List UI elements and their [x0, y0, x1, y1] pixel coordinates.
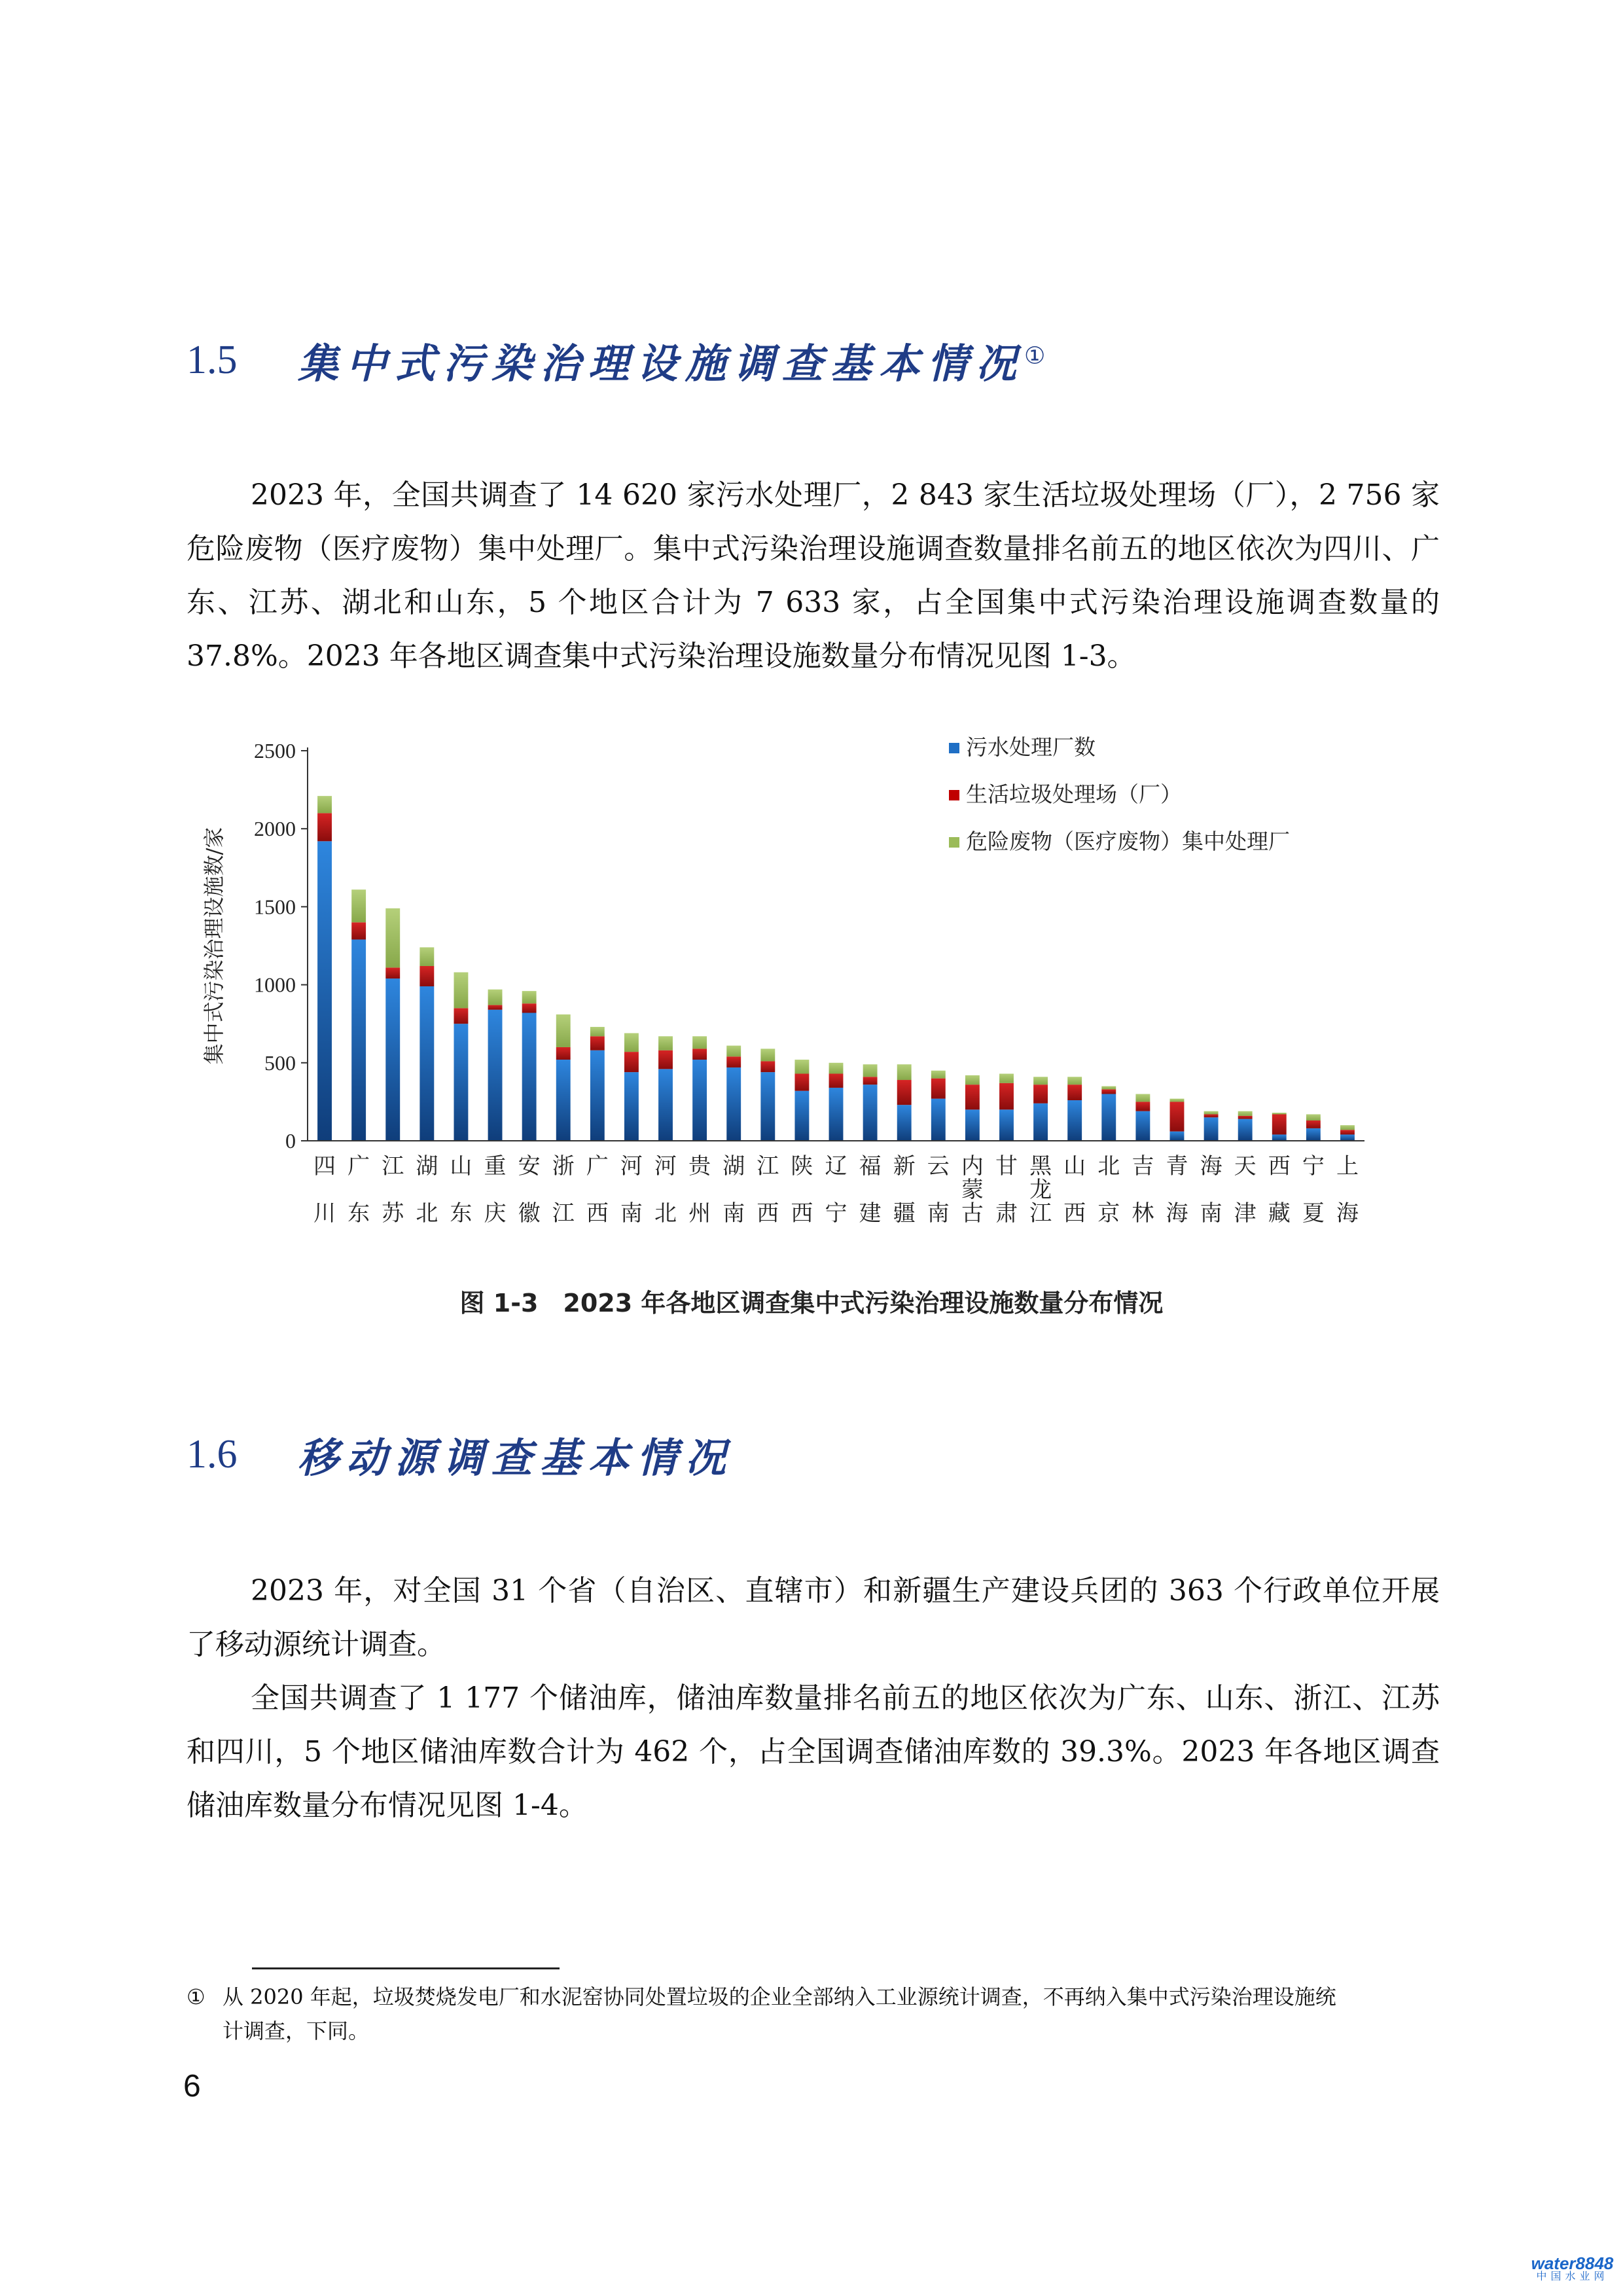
category-label-char: 林: [1132, 1200, 1154, 1227]
bar-segment: [624, 1052, 639, 1072]
bar-segment: [931, 1099, 946, 1141]
bar-segment: [1238, 1116, 1253, 1119]
bar-segment: [419, 986, 434, 1141]
bar-segment: [1067, 1085, 1082, 1100]
bar-segment: [726, 1046, 741, 1057]
watermark-logo: [1525, 2255, 1620, 2282]
axes-group: [202, 739, 1364, 1153]
category-label: [1029, 1153, 1052, 1227]
category-label-char: 安: [518, 1153, 541, 1179]
footnote-text-line2: 计调查，下同。: [223, 2018, 370, 2043]
bar-segment: [1135, 1111, 1150, 1141]
category-label-char: 重: [484, 1153, 507, 1179]
bar-segment: [1272, 1114, 1287, 1134]
category-label-char: 海: [1336, 1200, 1359, 1227]
category-label-char: 吉: [1132, 1153, 1154, 1179]
category-label: [313, 1153, 336, 1227]
bar-segment: [522, 991, 537, 1003]
bar-segment: [1238, 1119, 1253, 1141]
category-label-char: 肃: [995, 1200, 1018, 1227]
category-label: [484, 1153, 507, 1227]
category-label: [348, 1153, 370, 1227]
section-heading-1-6: [187, 1415, 734, 1494]
y-axis-label: 集中式污染治理设施数/家: [202, 827, 226, 1065]
bar-segment: [897, 1064, 912, 1080]
bar-segment: [760, 1061, 775, 1072]
bar-segment: [351, 939, 366, 1141]
bar-segment: [658, 1036, 673, 1050]
category-label-char: 四: [313, 1153, 336, 1179]
category-label-char: 庆: [484, 1200, 507, 1227]
category-label: [961, 1153, 984, 1227]
category-label-char: 川: [313, 1200, 336, 1227]
bar-segment: [999, 1109, 1014, 1141]
category-label-char: 苏: [382, 1200, 404, 1227]
bar-segment: [863, 1085, 878, 1141]
bar-segment: [1340, 1130, 1355, 1134]
category-label-char: 夏: [1302, 1200, 1325, 1227]
bar-segment: [1306, 1121, 1321, 1128]
y-tick-label: 500: [264, 1050, 296, 1075]
bar-segment: [1101, 1086, 1116, 1090]
category-label-char: 山: [450, 1153, 473, 1179]
category-label-char: 天: [1234, 1153, 1257, 1179]
bar-segment: [385, 978, 400, 1141]
bar-segment: [419, 966, 434, 986]
category-label-char: 广: [348, 1153, 370, 1179]
category-label-char: 蒙: [961, 1177, 984, 1203]
legend-swatch: [949, 790, 959, 800]
bar-segment: [522, 1003, 537, 1013]
legend-label: 危险废物（医疗废物）集中处理厂: [966, 829, 1290, 854]
bar-segment: [385, 967, 400, 978]
figure-caption: 图 1-3 2023 年各地区调查集中式污染治理设施数量分布情况: [459, 1289, 1164, 1318]
bar-segment: [351, 922, 366, 939]
category-label-char: 甘: [995, 1153, 1018, 1179]
category-label-char: 湖: [722, 1153, 745, 1179]
bar-segment: [1204, 1114, 1219, 1117]
y-tick-label: 2000: [254, 817, 296, 841]
bar-segment: [692, 1049, 707, 1060]
category-label: [893, 1153, 916, 1227]
section-number: 1.5: [187, 337, 238, 382]
paragraph-1-6-b: 全国共调查了 1 177 个储油库，储油库数量排名前五的地区依次为广东、山东、浙江、江苏和四川，5 个地区储油库数合计为 462 个，占全国调查储油库数的 39.3%。2023 年各地区调查储油库数量分布情况见图 1-4。: [187, 1681, 1440, 1822]
category-label: [518, 1153, 541, 1227]
y-tick-label: 1000: [254, 973, 296, 997]
bar-segment: [794, 1091, 809, 1141]
bar-segment: [829, 1063, 844, 1074]
y-tick-label: 2500: [254, 739, 296, 762]
category-label-char: 州: [688, 1200, 711, 1227]
bar-segment: [454, 1024, 468, 1141]
category-label: [552, 1153, 575, 1227]
category-label: [416, 1153, 438, 1227]
category-label-char: 西: [1063, 1200, 1086, 1227]
bar-segment: [692, 1060, 707, 1141]
category-label-char: 藏: [1268, 1200, 1291, 1227]
footnote-marker: ①: [187, 1984, 205, 2009]
stacked-bar-chart: [177, 723, 1394, 1247]
footnote-text-line1: 从 2020 年起，垃圾焚烧发电厂和水泥窑协同处置垃圾的企业全部纳入工业源统计调查，不再纳入集中式污染治理设施统: [223, 1984, 1336, 2009]
category-label: [859, 1153, 882, 1227]
bar-segment: [1101, 1089, 1116, 1094]
bar-segment: [385, 908, 400, 968]
bar-segment: [1170, 1099, 1185, 1102]
section-title: 移动源调查基本情况: [298, 1433, 734, 1482]
category-label: [586, 1153, 609, 1227]
category-label-char: 南: [1200, 1200, 1222, 1227]
bar-segment: [1306, 1128, 1321, 1141]
category-label-char: 南: [927, 1200, 950, 1227]
paragraph-1-6-a: 2023 年，对全国 31 个省（自治区、直辖市）和新疆生产建设兵团的 363 个行政单位开展了移动源统计调查。: [187, 1574, 1440, 1661]
bar-segment: [351, 889, 366, 922]
section-title-text: 集中式污染治理设施调查基本情况: [298, 339, 1025, 387]
category-label-char: 云: [927, 1153, 950, 1179]
bar-segment: [1170, 1102, 1185, 1131]
category-label: [791, 1153, 813, 1227]
category-label-char: 海: [1166, 1200, 1188, 1227]
paragraph-1-5: 2023 年，全国共调查了 14 620 家污水处理厂，2 843 家生活垃圾处理场（厂），2 756 家危险废物（医疗废物）集中处理厂。集中式污染治理设施调查数量排名前五的地区依次为四川、广东、江苏、湖北和山东，5 个地区合计为 7 633 家，占全国集中式污染治理设施调查数量的 37.8%。2023 年各地区调查集中式污染治理设施数量分布情况见图 1-3。: [187, 478, 1440, 673]
bar-segment: [999, 1083, 1014, 1110]
bar-segment: [590, 1036, 605, 1050]
bar-segment: [488, 990, 503, 1005]
category-label-char: 东: [450, 1200, 473, 1227]
category-label-char: 新: [893, 1153, 916, 1179]
category-label: [825, 1153, 847, 1227]
category-label-char: 宁: [825, 1200, 847, 1227]
bar-segment: [726, 1067, 741, 1141]
category-label-char: 南: [620, 1200, 643, 1227]
bar-segment: [1204, 1111, 1219, 1115]
bar-segment: [760, 1072, 775, 1141]
bar-segment: [1204, 1117, 1219, 1141]
watermark-subtext: 中国水业网: [1536, 2271, 1609, 2282]
category-label: [1132, 1153, 1154, 1227]
footnote-reference: ①: [1024, 342, 1046, 369]
bar-segment: [317, 813, 332, 841]
bar-segment: [897, 1080, 912, 1105]
category-label-char: 江: [1029, 1200, 1052, 1227]
category-label-char: 宁: [1302, 1153, 1325, 1179]
category-label-char: 河: [620, 1153, 643, 1179]
category-label-char: 江: [757, 1153, 779, 1179]
category-label: [1234, 1153, 1257, 1227]
bar-segment: [1101, 1094, 1116, 1141]
category-label: [757, 1153, 779, 1227]
y-tick-label: 1500: [254, 895, 296, 919]
bar-segment: [1272, 1134, 1287, 1141]
category-label-char: 福: [859, 1153, 882, 1179]
bar-segment: [829, 1073, 844, 1087]
category-label-char: 江: [382, 1153, 404, 1179]
category-label: [1097, 1153, 1120, 1227]
bar-segment: [1033, 1085, 1048, 1103]
bar-segment: [1135, 1102, 1150, 1111]
legend-label: 生活垃圾处理场（厂）: [966, 781, 1182, 807]
category-label-char: 南: [722, 1200, 745, 1227]
bar-segment: [965, 1075, 980, 1085]
bar-segment: [829, 1088, 844, 1141]
category-label-char: 辽: [825, 1153, 847, 1179]
section-title: [298, 331, 1045, 389]
section-number: 1.6: [187, 1431, 238, 1477]
bar-segment: [931, 1071, 946, 1079]
bar-segment: [965, 1085, 980, 1109]
bar-segment: [965, 1109, 980, 1141]
bar-segment: [317, 841, 332, 1141]
category-label-char: 广: [586, 1153, 609, 1179]
legend: [949, 734, 1290, 854]
bar-segment: [556, 1047, 571, 1060]
bar-segment: [658, 1069, 673, 1141]
bar-segment: [522, 1013, 537, 1141]
bar-segment: [1340, 1125, 1355, 1130]
category-label-char: 徽: [518, 1200, 541, 1227]
category-label-char: 西: [791, 1200, 813, 1227]
category-label-char: 西: [586, 1200, 609, 1227]
legend-swatch: [949, 743, 959, 753]
category-label: [688, 1153, 712, 1227]
category-label-char: 江: [552, 1200, 575, 1227]
category-label-char: 山: [1063, 1153, 1086, 1179]
category-label: [654, 1153, 677, 1227]
bar-segment: [863, 1064, 878, 1077]
category-label: [1268, 1153, 1291, 1227]
category-label-char: 贵: [688, 1153, 711, 1179]
category-label-char: 北: [416, 1200, 438, 1227]
category-label: [620, 1153, 643, 1227]
category-label-char: 湖: [416, 1153, 438, 1179]
bar-segment: [1033, 1077, 1048, 1085]
watermark-text: water8848: [1531, 2253, 1614, 2273]
category-label-char: 河: [654, 1153, 677, 1179]
bar-segment: [590, 1027, 605, 1036]
category-label-char: 西: [757, 1200, 779, 1227]
bar-segment: [624, 1072, 639, 1141]
bar-segment: [999, 1073, 1014, 1083]
category-label-char: 内: [961, 1153, 984, 1179]
category-label: [450, 1153, 472, 1227]
category-label-char: 北: [1097, 1153, 1120, 1179]
bar-segment: [454, 973, 468, 1009]
bar-segment: [931, 1079, 946, 1099]
section-heading-1-5: [187, 321, 1045, 399]
bar-segment: [624, 1033, 639, 1052]
bar-segment: [1135, 1094, 1150, 1102]
legend-label: 污水处理厂数: [966, 734, 1096, 760]
category-label-char: 海: [1200, 1153, 1222, 1179]
category-label-char: 疆: [893, 1200, 916, 1227]
bar-segment: [726, 1056, 741, 1067]
category-label-char: 龙: [1029, 1177, 1052, 1203]
bar-segment: [1340, 1134, 1355, 1141]
category-label-char: 上: [1336, 1153, 1359, 1179]
category-label: [1166, 1153, 1188, 1227]
category-label-char: 古: [961, 1200, 984, 1227]
footnote-divider: [252, 1967, 560, 1969]
bar-segment: [1306, 1114, 1321, 1121]
category-label-char: 东: [348, 1200, 370, 1227]
category-label: [1336, 1153, 1359, 1227]
bar-segment: [1033, 1103, 1048, 1141]
category-label-char: 京: [1097, 1200, 1120, 1227]
bar-segment: [794, 1060, 809, 1073]
category-label-char: 津: [1234, 1200, 1257, 1227]
category-label: [995, 1153, 1018, 1227]
category-labels-group: [313, 1153, 1359, 1227]
page-number: 6: [183, 2069, 201, 2104]
bar-segment: [317, 796, 332, 813]
bar-segment: [556, 1060, 571, 1141]
bar-segment: [1272, 1113, 1287, 1114]
category-label-char: 北: [654, 1200, 677, 1227]
category-label: [382, 1153, 404, 1227]
bar-segment: [760, 1049, 775, 1061]
footnote: [187, 1980, 1440, 2048]
y-tick-label: 0: [285, 1129, 296, 1153]
category-label-char: 西: [1268, 1153, 1291, 1179]
bar-segment: [1238, 1111, 1253, 1116]
bar-segment: [488, 1010, 503, 1141]
bar-segment: [556, 1014, 571, 1047]
bar-segment: [1067, 1077, 1082, 1085]
bar-segment: [1170, 1132, 1185, 1141]
bar-segment: [794, 1073, 809, 1090]
category-label-char: 青: [1166, 1153, 1188, 1179]
bar-segment: [488, 1005, 503, 1010]
category-label: [1302, 1153, 1325, 1227]
category-label: [722, 1153, 745, 1227]
category-label: [927, 1153, 950, 1227]
bar-segment: [1067, 1100, 1082, 1141]
category-label: [1063, 1153, 1086, 1227]
category-label-char: 浙: [552, 1153, 575, 1179]
bar-segment: [590, 1050, 605, 1141]
bar-segment: [454, 1008, 468, 1024]
legend-swatch: [949, 837, 959, 848]
bar-segment: [692, 1036, 707, 1049]
category-label-char: 黑: [1029, 1153, 1052, 1179]
category-label-char: 建: [859, 1200, 882, 1227]
bar-segment: [658, 1050, 673, 1069]
category-label: [1200, 1153, 1222, 1227]
bar-segment: [419, 947, 434, 966]
category-label-char: 陕: [791, 1153, 813, 1179]
bar-segment: [863, 1077, 878, 1085]
bar-segment: [897, 1105, 912, 1141]
